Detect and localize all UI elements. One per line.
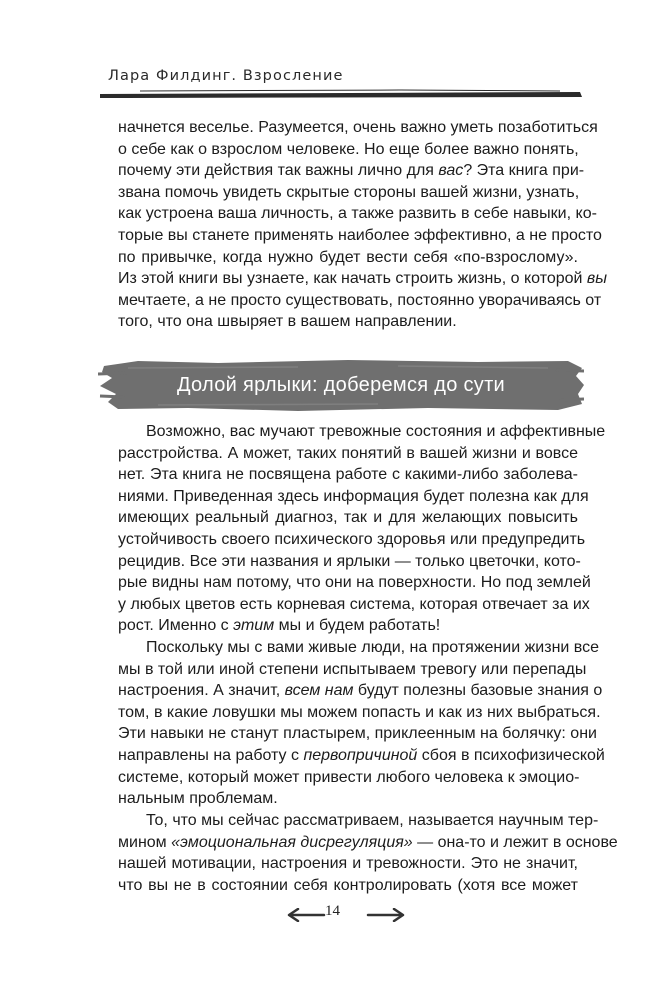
text-run: настроения. А значит, (118, 682, 285, 700)
text-line: рецидив. Все эти названия и ярлыки — только цветочки, кото- (118, 552, 581, 570)
text-line: Поскольку мы с вами живые люди, на протяжении жизни все (146, 639, 599, 656)
page-number: 14 (325, 903, 340, 919)
emphasis: «эмоциональная дисрегуляция» (171, 833, 413, 851)
emphasis: вас (438, 162, 464, 180)
text-line: То, что мы сейчас рассматриваем, называется научным тер- (146, 812, 599, 829)
text-line: торые вы станете применять наиболее эффективно, а не просто (118, 226, 602, 244)
text-line (118, 680, 603, 702)
paragraph-3 (118, 637, 605, 810)
text-run: Из этой книги вы узнаете, как начать строить жизнь, о которой (118, 270, 587, 288)
text-line (118, 160, 585, 182)
text-run: мы и будем работать! (274, 617, 441, 635)
text-line: начнется веселье. Разумеется, очень важно уметь позаботиться (118, 119, 598, 136)
text-line: что вы не в состоянии себя контролировать (хотя все может (118, 876, 578, 894)
emphasis: первопричиной (303, 746, 418, 764)
text-line: рые видны нам потому, что они на поверхности. Но под землей (118, 574, 591, 592)
section-title: Долой ярлыки: доберемся до сути (176, 374, 506, 396)
page-footer (0, 900, 665, 930)
text-line: мечтаете, а не просто существовать, постоянно уворачиваясь от (118, 291, 602, 309)
text-line: по привычке, когда нужно будет вести себя «по-взрослому». (118, 248, 578, 266)
text-line: о себе как о взрослом человеке. Но еще более важно понять, (118, 140, 579, 158)
text-run: ? Эта книга при- (463, 162, 585, 180)
text-line: расстройства. А может, таких понятий в вашей жизни и вовсе (118, 444, 578, 462)
paragraph-1 (118, 117, 608, 333)
paragraph-4 (118, 810, 618, 896)
text-line: нальным проблемам. (118, 790, 278, 808)
arrow-right-icon[interactable] (366, 908, 406, 922)
paragraph-2 (118, 421, 606, 637)
text-line: мы в той или иной степени испытываем тревогу или перепады (118, 660, 587, 678)
text-line (118, 745, 605, 767)
emphasis: всем нам (284, 682, 354, 700)
text-run: рост. Именно с (118, 617, 234, 635)
section-heading (98, 358, 584, 412)
text-line: устойчивость своего психического здоровья или предупредить (118, 530, 586, 548)
text-line: звана помочь увидеть скрытые стороны вашей жизни, узнать, (118, 183, 580, 201)
text-line: у любых цветов есть корневая система, которая отвечает за их (118, 595, 590, 613)
emphasis: этим (233, 617, 275, 635)
text-run: почему эти действия так важны лично для (118, 162, 439, 180)
text-line (118, 832, 618, 854)
text-line: системе, который может привести любого человека к эмоцио- (118, 768, 580, 786)
text-line: ниями. Приведенная здесь информация будет полезна как для (118, 487, 589, 505)
text-line: нет. Эта книга не посвящена работе с какими-либо заболева- (118, 466, 578, 484)
text-run: мином (118, 833, 172, 851)
text-line: Возможно, вас мучают тревожные состояния и аффективные (146, 423, 606, 440)
text-run: направлены на работу с (118, 746, 304, 764)
text-run: — она-то и лежит в основе (412, 833, 618, 851)
emphasis: вы (586, 270, 608, 288)
text-line (118, 615, 578, 637)
text-line: том, в какие ловушки мы можем попасть и как из них выбраться. (118, 703, 601, 721)
text-line (118, 268, 608, 290)
text-line: того, что она швыряет в вашем направлении. (118, 313, 457, 331)
text-line: как устроена ваша личность, а также развить в себе навыки, ко- (118, 205, 597, 223)
text-line: имеющих реальный диагноз, так и для желающих повысить (118, 509, 578, 527)
header-rule (100, 88, 582, 102)
text-line: Эти навыки не станут пластырем, приклеенным на болячку: они (118, 725, 597, 743)
text-run: сбоя в психофизической (417, 746, 605, 764)
text-run: будут полезны базовые знания о (353, 682, 603, 700)
running-head: Лара Филдинг. Взросление (108, 68, 344, 84)
text-line: нашей мотивации, настроения и тревожности. Это не значит, (118, 855, 578, 873)
